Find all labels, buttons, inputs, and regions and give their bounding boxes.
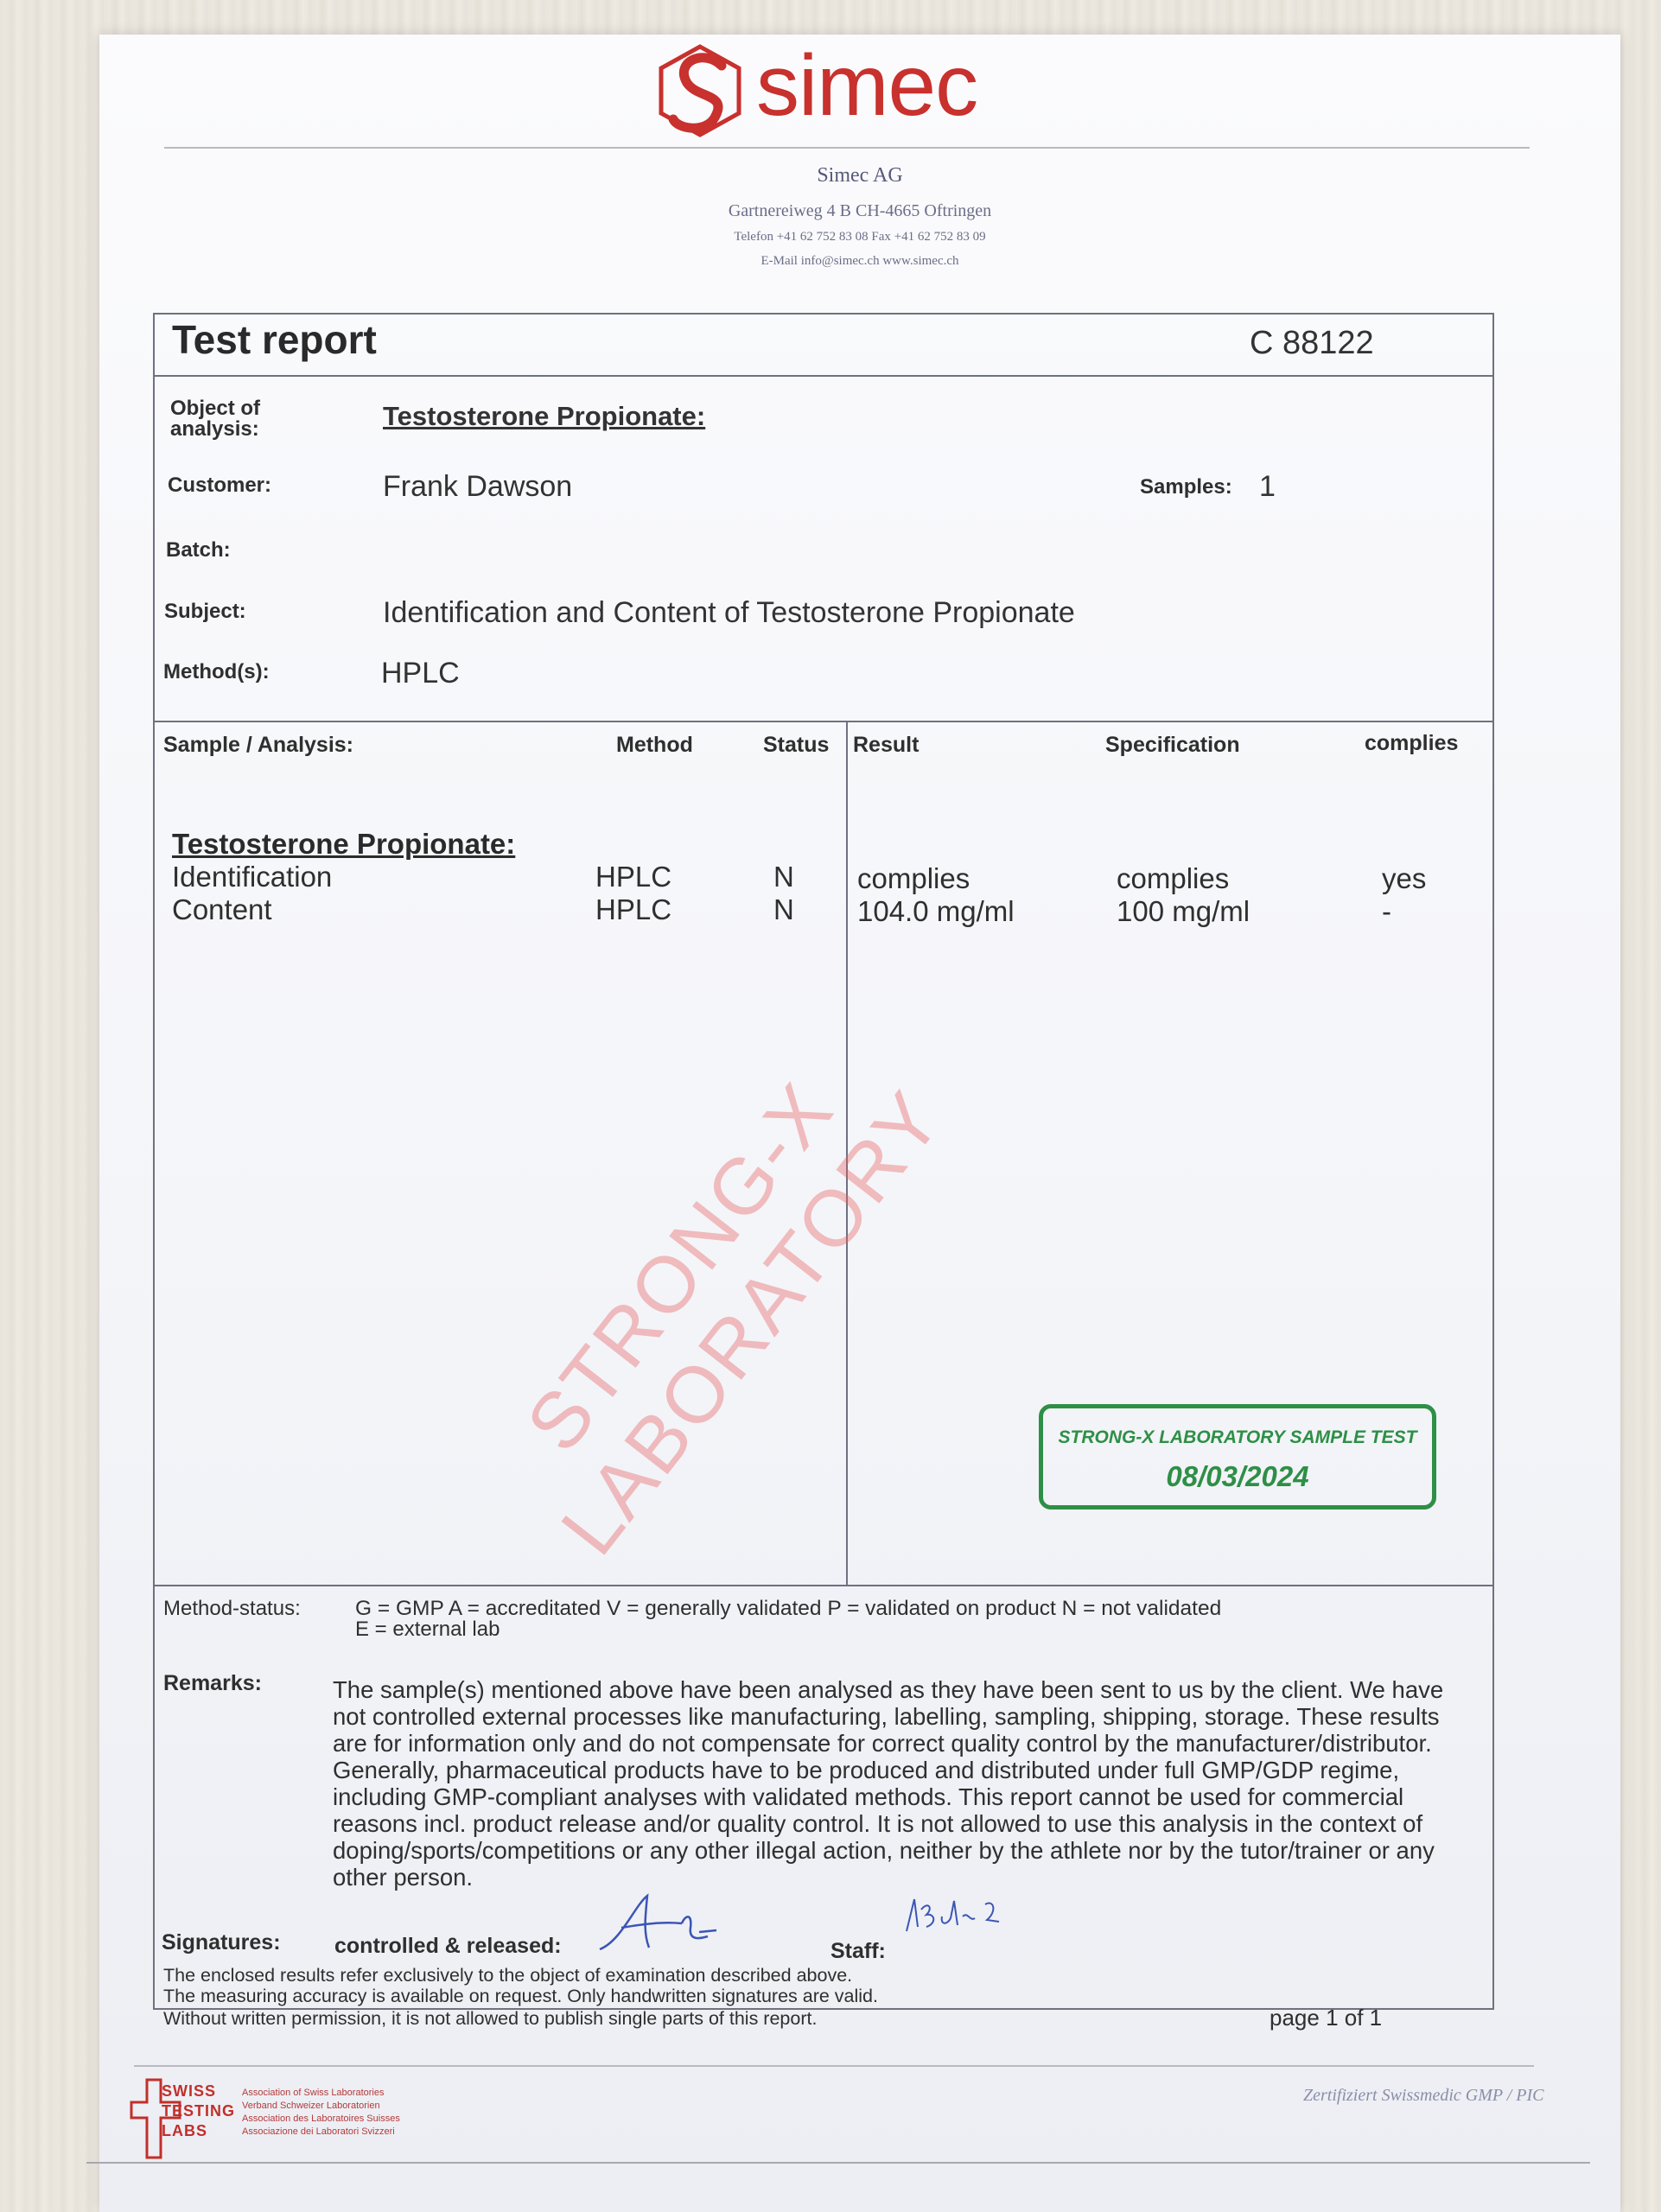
stl-assoc-4: Associazione dei Laboratori Svizzeri — [242, 2126, 395, 2137]
header-method: Method — [616, 733, 693, 757]
customer-value: Frank Dawson — [383, 470, 573, 503]
logo-wordmark: simec — [756, 37, 978, 134]
footnote-3: Without written permission, it is not allowed to publish single parts of this report. — [163, 2008, 818, 2029]
stl-line-1: SWISS — [162, 2082, 217, 2100]
remarks-label: Remarks: — [163, 1671, 262, 1695]
table-bottom-divider — [155, 1585, 1492, 1586]
page-number: page 1 of 1 — [1270, 2005, 1383, 2031]
row-complies: - — [1382, 895, 1391, 927]
stl-assoc-1: Association of Swiss Laboratories — [242, 2088, 385, 2098]
object-label: Object of analysis: — [170, 397, 261, 441]
samples-value: 1 — [1259, 470, 1276, 503]
row-status: N — [773, 893, 794, 925]
row-analysis: Identification — [172, 861, 333, 893]
row-method: HPLC — [595, 861, 672, 893]
object-value: Testosterone Propionate: — [383, 401, 706, 431]
table-top-divider — [155, 721, 1492, 722]
method-status-legend: G = GMP A = accreditated V = generally validated P = validated on product N = not validated — [355, 1597, 1222, 1620]
simec-logo — [652, 37, 1102, 152]
swiss-testing-labs-logo — [130, 2078, 475, 2173]
watermark-text: STRONG-X LABORATORY — [510, 1066, 959, 1571]
report-page — [99, 35, 1620, 2212]
row-method: HPLC — [595, 893, 672, 925]
stamp-date: 08/03/2024 — [1166, 1460, 1309, 1492]
method-status-label: Method-status: — [163, 1597, 301, 1620]
footnote-1: The enclosed results refer exclusively to the object of examination described above. — [163, 1965, 853, 1986]
header-complies: complies — [1365, 731, 1459, 755]
report-title: Test report — [172, 317, 377, 362]
stl-assoc-3: Association des Laboratoires Suisses — [242, 2113, 400, 2124]
row-specification: 100 mg/ml — [1117, 895, 1251, 927]
stl-line-3: LABS — [162, 2122, 207, 2139]
row-analysis: Content — [172, 893, 272, 925]
row-specification: complies — [1117, 862, 1230, 894]
header-sample-analysis: Sample / Analysis: — [163, 733, 353, 757]
methods-value: HPLC — [381, 657, 460, 690]
company-telephone: Telefon +41 62 752 83 08 Fax +41 62 752 83 09 — [734, 230, 986, 244]
footer-bottom-line — [86, 2162, 1590, 2164]
stl-wordmark — [162, 2082, 235, 2141]
row-result: 104.0 mg/ml — [857, 895, 1015, 927]
row-result: complies — [857, 862, 971, 894]
signature-controlled — [595, 1889, 725, 1958]
method-status-legend-2: E = external lab — [355, 1618, 500, 1641]
company-name: Simec AG — [817, 164, 903, 187]
stamp-title: STRONG-X LABORATORY SAMPLE TEST — [1058, 1427, 1417, 1447]
subject-label: Subject: — [164, 600, 246, 623]
samples-label: Samples: — [1140, 475, 1232, 499]
row-status: N — [773, 861, 794, 893]
stl-assoc-2: Verband Schweizer Laboratorien — [242, 2101, 380, 2111]
hexagon-logo-icon — [652, 40, 748, 143]
company-address: Gartnereiweg 4 B CH-4665 Oftringen — [728, 201, 992, 220]
stl-association — [242, 2087, 400, 2139]
subject-value: Identification and Content of Testosterone Propionate — [383, 596, 1075, 629]
certification-text: Zertifiziert Swissmedic GMP / PIC — [1303, 2086, 1544, 2105]
batch-label: Batch: — [166, 538, 231, 562]
group-title: Testosterone Propionate: — [172, 828, 516, 860]
signatures-label: Signatures: — [162, 1930, 281, 1955]
customer-label: Customer: — [168, 474, 272, 497]
header-divider — [164, 147, 1530, 149]
row-complies: yes — [1382, 862, 1427, 894]
methods-label: Method(s): — [163, 660, 270, 683]
report-number: C 88122 — [1250, 325, 1374, 361]
sample-test-stamp — [1039, 1404, 1436, 1510]
remarks-text: The sample(s) mentioned above have been analysed as they have been sent to us by the client. We have not controlled external processes like manufacturing, labelling, sampling, shipping, storage. These results are for information only and do not compensate for correct quality control by the manufacturer/distributor. Generally, pharmaceutical products have to be produced and distributed under full GMP/GDP regime, including GMP-compliant analyses with validated methods. This report cannot be used for commercial reasons incl. product release and/or quality control. It is not allowed to use this analysis in the context of doping/sports/competitions or any other illegal action, neither by the athlete nor by the tutor/trainer or any other person. — [333, 1676, 1444, 1891]
header-status: Status — [763, 733, 830, 757]
footnote-2: The measuring accuracy is available on request. Only handwritten signatures are valid. — [163, 1986, 878, 2006]
stl-line-2: TESTING — [162, 2102, 236, 2120]
company-email: E-Mail info@simec.ch www.simec.ch — [760, 254, 959, 268]
title-row — [155, 315, 1492, 377]
header-result: Result — [853, 733, 920, 757]
staff-label: Staff: — [830, 1939, 886, 1963]
report-frame — [153, 313, 1494, 2031]
footer-divider — [134, 2065, 1534, 2067]
signature-staff — [902, 1892, 1023, 1944]
header-specification: Specification — [1105, 733, 1240, 757]
controlled-released-label: controlled & released: — [334, 1934, 562, 1958]
